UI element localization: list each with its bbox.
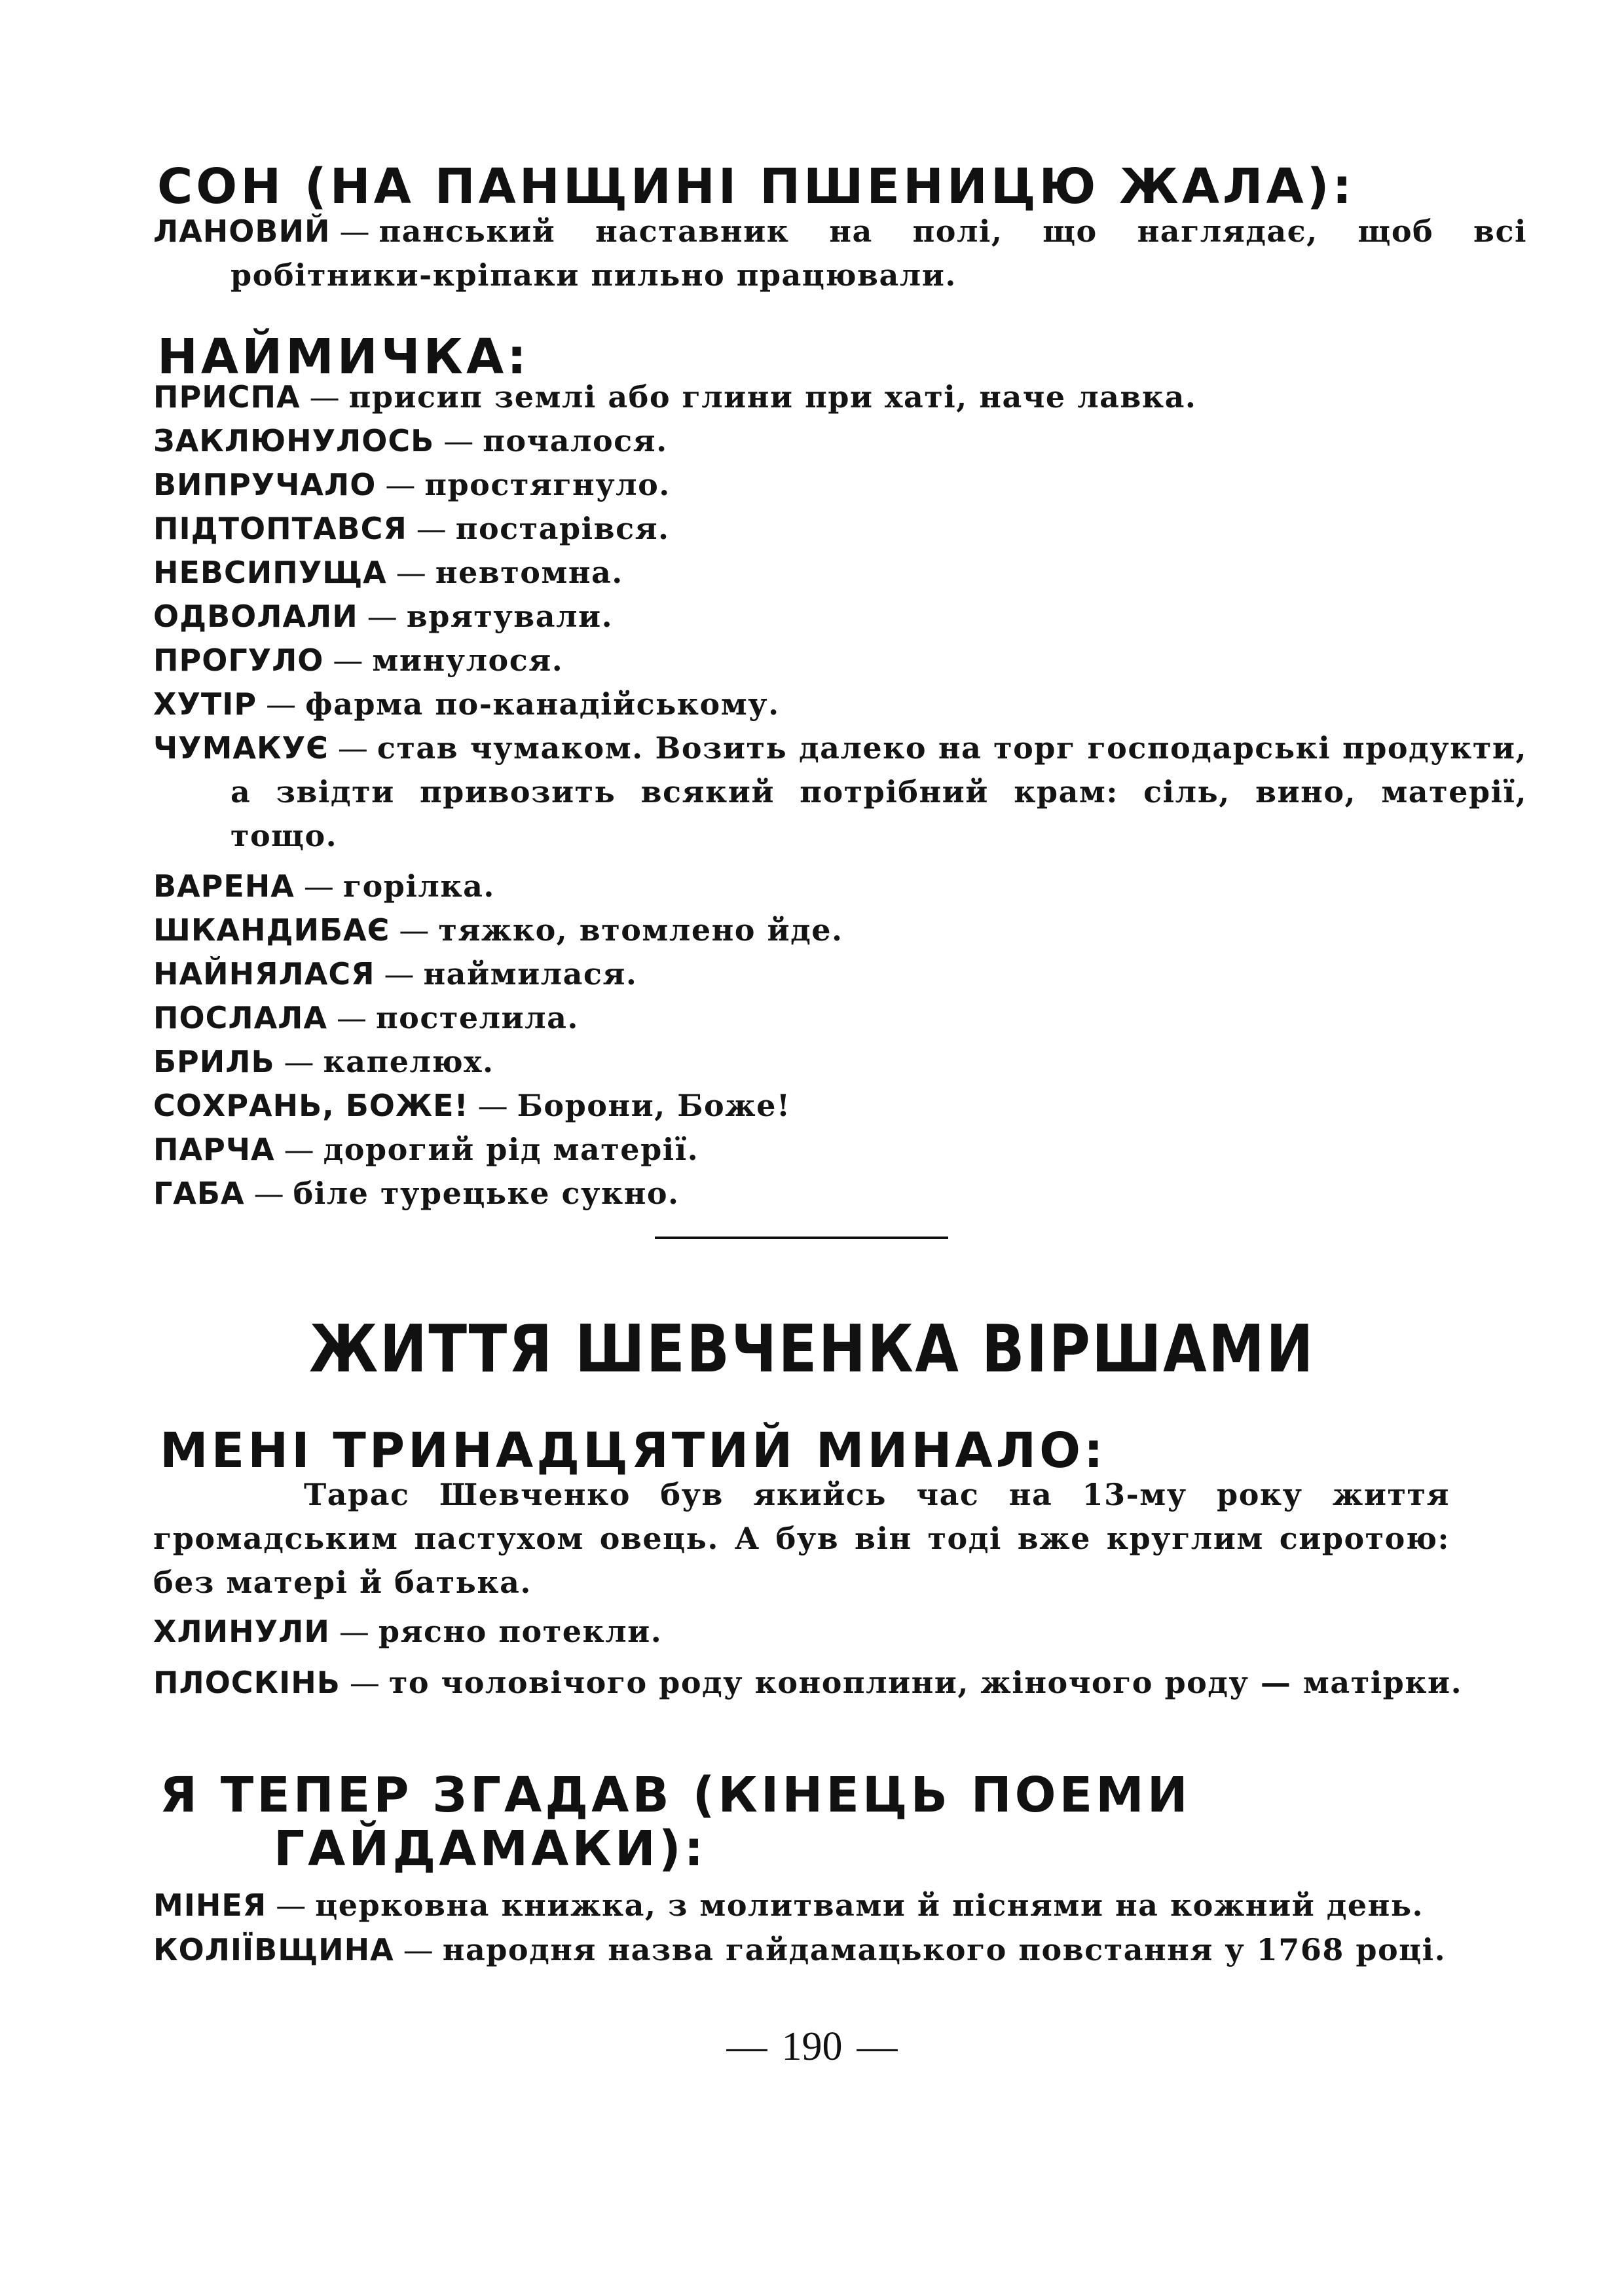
- glossary-entry: [153, 463, 1450, 507]
- glossary-term: БРИЛЬ: [153, 1044, 275, 1079]
- glossary-term: ГАБА: [153, 1176, 245, 1211]
- glossary-entry: [153, 1172, 1450, 1216]
- section-heading-meni: МЕНІ ТРИНАДЦЯТИЙ МИНАЛО:: [160, 1423, 1107, 1479]
- em-dash: —: [303, 868, 334, 904]
- page-number-value: 190: [781, 2024, 843, 2069]
- glossary-definition: присип землі або глини при хаті, наче лавка.: [348, 379, 1197, 415]
- glossary-entry: [153, 1884, 1450, 1927]
- em-dash: —: [284, 1044, 314, 1079]
- em-dash: —: [276, 1888, 306, 1923]
- em-dash: —: [396, 555, 426, 590]
- glossary-entry: [153, 996, 1450, 1040]
- section-paragraph: Тарас Шевченко був якийсь час на 13-му року життя громадським пастухом овець. А був він тоді вже круглим сиротою: без матері й батька.: [153, 1477, 1450, 1600]
- em-dash: —: [253, 1176, 284, 1211]
- glossary-definition: рясно потекли.: [378, 1614, 663, 1649]
- glossary-definition: тяжко, втомлено йде.: [438, 912, 843, 948]
- page-number: [0, 2024, 1624, 2070]
- glossary-definition: минулося.: [372, 642, 564, 678]
- glossary-entry: [153, 419, 1450, 463]
- glossary-entry: [153, 865, 1450, 908]
- glossary-definition: постелила.: [375, 1000, 579, 1035]
- glossary-entry: [153, 1084, 1450, 1128]
- em-dash: —: [385, 467, 416, 502]
- em-dash: —: [266, 686, 297, 722]
- glossary-term: ПЛОСКІНЬ: [153, 1665, 341, 1700]
- glossary-term: ВАРЕНА: [153, 868, 295, 904]
- glossary-term: ВИПРУЧАЛО: [153, 467, 377, 502]
- em-dash: —: [384, 956, 415, 992]
- chapter-title: ЖИТТЯ ШЕВЧЕНКА ВІРШАМИ: [309, 1311, 1315, 1387]
- em-dash: —: [309, 379, 340, 415]
- em-dash: —: [284, 1132, 314, 1167]
- glossary-term: ОДВОЛАЛИ: [153, 599, 358, 634]
- section-heading-ya-teper-line2: ГАЙДАМАКИ):: [274, 1821, 707, 1877]
- glossary-entry: [153, 551, 1450, 595]
- glossary-term: ПРОГУЛО: [153, 642, 324, 678]
- em-dash: —: [339, 214, 370, 249]
- glossary-definition: народня назва гайдамацького повстання у 1768 році.: [442, 1932, 1447, 1967]
- glossary-entry: [153, 1128, 1450, 1172]
- glossary-term: МІНЕЯ: [153, 1888, 267, 1923]
- glossary-definition: фарма по-канадійському.: [305, 686, 780, 722]
- glossary-entry: [153, 726, 1527, 858]
- glossary-definition: біле турецьке сукно.: [293, 1176, 680, 1211]
- glossary-term: КОЛІЇВЩИНА: [153, 1932, 394, 1967]
- em-dash: —: [367, 599, 397, 634]
- em-dash: —: [416, 511, 447, 546]
- glossary-definition: став чумаком. Возить далеко на торг господарські продукти, а звідти привозить всякий потрібний крам: сіль, вино, матерії, тощо.: [231, 730, 1527, 853]
- glossary-definition: постарівся.: [455, 511, 670, 546]
- section-heading-ya-teper-line1: Я ТЕПЕР ЗГАДАВ (КІНЕЦЬ ПОЕМИ: [160, 1767, 1191, 1823]
- glossary-term: ПІДТОПТАВСЯ: [153, 511, 407, 546]
- section-heading-naimychka: НАЙМИЧКА:: [157, 329, 530, 385]
- glossary-entry: [153, 1610, 1450, 1654]
- glossary-entry: [153, 595, 1450, 639]
- glossary-term: НЕВСИПУЩА: [153, 555, 387, 590]
- glossary-entry: [153, 375, 1450, 419]
- glossary-definition: панський наставник на полі, що наглядає, щоб всі робітники-кріпаки пильно працювали.: [231, 214, 1527, 293]
- glossary-definition: невтомна.: [435, 555, 623, 590]
- em-dash: —: [333, 642, 363, 678]
- glossary-term: ПАРЧА: [153, 1132, 275, 1167]
- glossary-term: ЛАНОВИЙ: [153, 214, 331, 249]
- glossary-term: НАЙНЯЛАСЯ: [153, 956, 375, 992]
- glossary-term: ХУТІР: [153, 686, 257, 722]
- glossary-definition: горілка.: [342, 868, 495, 904]
- em-dash: —: [443, 423, 474, 458]
- glossary-entry: [153, 1040, 1450, 1084]
- glossary-entry: [153, 639, 1450, 682]
- glossary-entry: [153, 507, 1450, 551]
- em-dash: —: [336, 1000, 367, 1035]
- em-dash: —: [477, 1088, 508, 1123]
- em-dash: —: [337, 730, 368, 766]
- glossary-term: ПОСЛАЛА: [153, 1000, 327, 1035]
- section-heading-son: СОН (НА ПАНЩИНІ ПШЕНИЦЮ ЖАЛА):: [157, 158, 1356, 215]
- glossary-entry: [153, 952, 1450, 996]
- page-number-dash-left: —: [726, 2024, 767, 2069]
- glossary-entry: [153, 908, 1450, 952]
- glossary-definition: капелюх.: [323, 1044, 494, 1079]
- glossary-definition: Борони, Боже!: [517, 1088, 791, 1123]
- em-dash: —: [403, 1932, 434, 1967]
- glossary-entry: [153, 210, 1527, 297]
- glossary-definition: простягнуло.: [424, 467, 671, 502]
- glossary-term: ПРИСПА: [153, 379, 301, 415]
- glossary-term: ШКАНДИБАЄ: [153, 912, 390, 948]
- glossary-definition: врятували.: [406, 599, 614, 634]
- glossary-definition: дорогий рід матерії.: [323, 1132, 699, 1167]
- em-dash: —: [399, 912, 430, 948]
- glossary-definition: то чоловічого роду коноплини, жіночого роду — матірки.: [388, 1665, 1463, 1700]
- glossary-term: СОХРАНЬ, БОЖЕ!: [153, 1088, 469, 1123]
- glossary-term: ЧУМАКУЄ: [153, 730, 329, 766]
- glossary-term: ХЛИНУЛИ: [153, 1614, 330, 1649]
- glossary-definition: церковна книжка, з молитвами й піснями на кожний день.: [315, 1888, 1424, 1923]
- em-dash: —: [349, 1665, 380, 1700]
- em-dash: —: [339, 1614, 369, 1649]
- glossary-definition: почалося.: [483, 423, 668, 458]
- glossary-entry: [153, 1661, 1527, 1705]
- glossary-entry: [153, 1928, 1450, 1972]
- section-divider: [655, 1237, 948, 1239]
- glossary-definition: наймилася.: [423, 956, 638, 992]
- glossary-entry: [153, 682, 1450, 726]
- glossary-term: ЗАКЛЮНУЛОСЬ: [153, 423, 435, 458]
- page-number-dash-right: —: [857, 2024, 898, 2069]
